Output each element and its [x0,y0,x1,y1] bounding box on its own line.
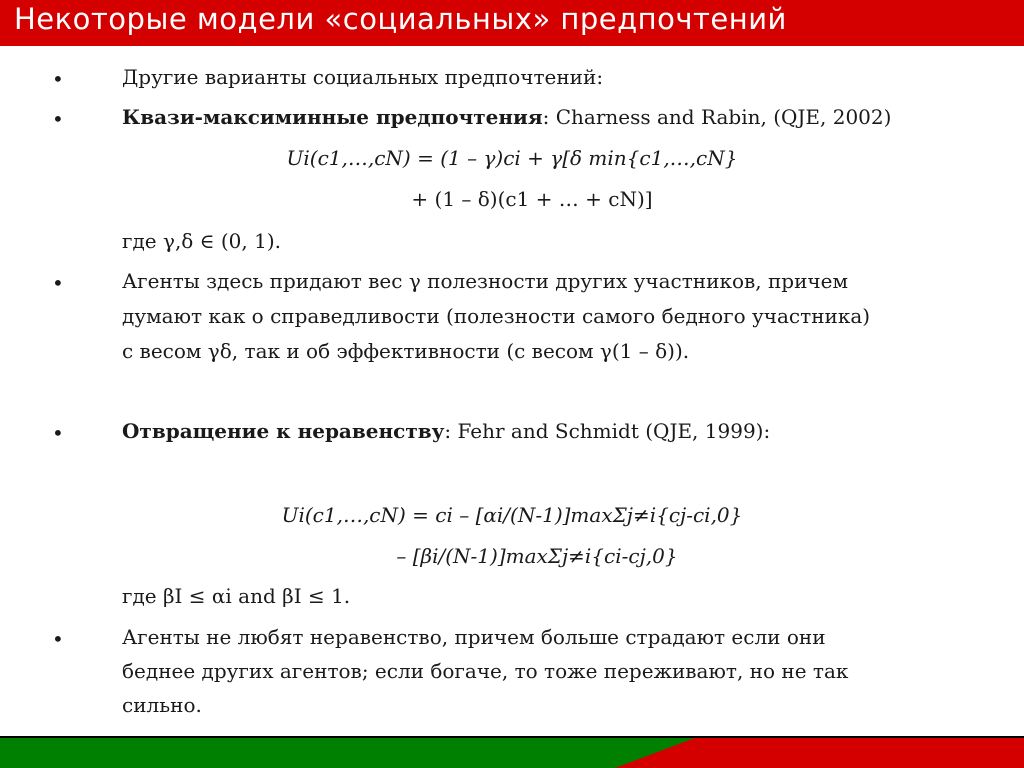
bullet: • [52,627,64,651]
intro-text: Другие варианты социальных предпочтений: [122,65,604,89]
quasi-where: где γ,δ ∈ (0, 1). [122,229,281,253]
quasi-heading-line [122,107,891,127]
slide-title: Некоторые модели «социальных» предпочтений [14,2,787,36]
inequity-heading: Отвращение к неравенству [122,419,445,443]
inequity-where: где βI ≤ αi and βI ≤ 1. [122,584,351,608]
inequity-heading-line [122,421,770,441]
quasi-explain-3: с весом γδ, так и об эффективности (с весом γ(1 – δ)). [122,339,690,363]
title-bar [0,0,1024,46]
bullet: • [52,271,64,295]
footer-band [0,736,1024,768]
inequity-citation: : Fehr and Schmidt (QJE, 1999): [444,419,771,443]
inequity-formula-line1: Ui(c1,…,cN) = ci – [αi/(N-1)]maxΣj≠i{cj-ci,0} [281,503,743,527]
bullet: • [52,67,64,91]
bullet: • [52,421,64,445]
quasi-formula-line2: + (1 – δ)(c1 + … + cN)] [411,187,653,211]
inequity-explain-1: Агенты не любят неравенство, причем больше страдают если они [122,625,826,649]
quasi-heading: Квази-максиминные предпочтения [122,105,543,129]
inequity-formula-line2: – [βi/(N-1)]maxΣj≠i{ci-cj,0} [396,544,678,568]
inequity-explain-3: сильно. [122,693,202,717]
quasi-citation: : Charness and Rabin, (QJE, 2002) [542,105,892,129]
quasi-explain-1: Агенты здесь придают вес γ полезности других участников, причем [122,269,849,293]
quasi-explain-2: думают как о справедливости (полезности самого бедного участника) [122,304,871,328]
bullet: • [52,107,64,131]
quasi-formula-line1: Ui(c1,…,cN) = (1 – γ)ci + γ[δ min{c1,…,cN} [286,146,738,170]
inequity-explain-2: беднее других агентов; если богаче, то тоже переживают, но не так [122,659,849,683]
